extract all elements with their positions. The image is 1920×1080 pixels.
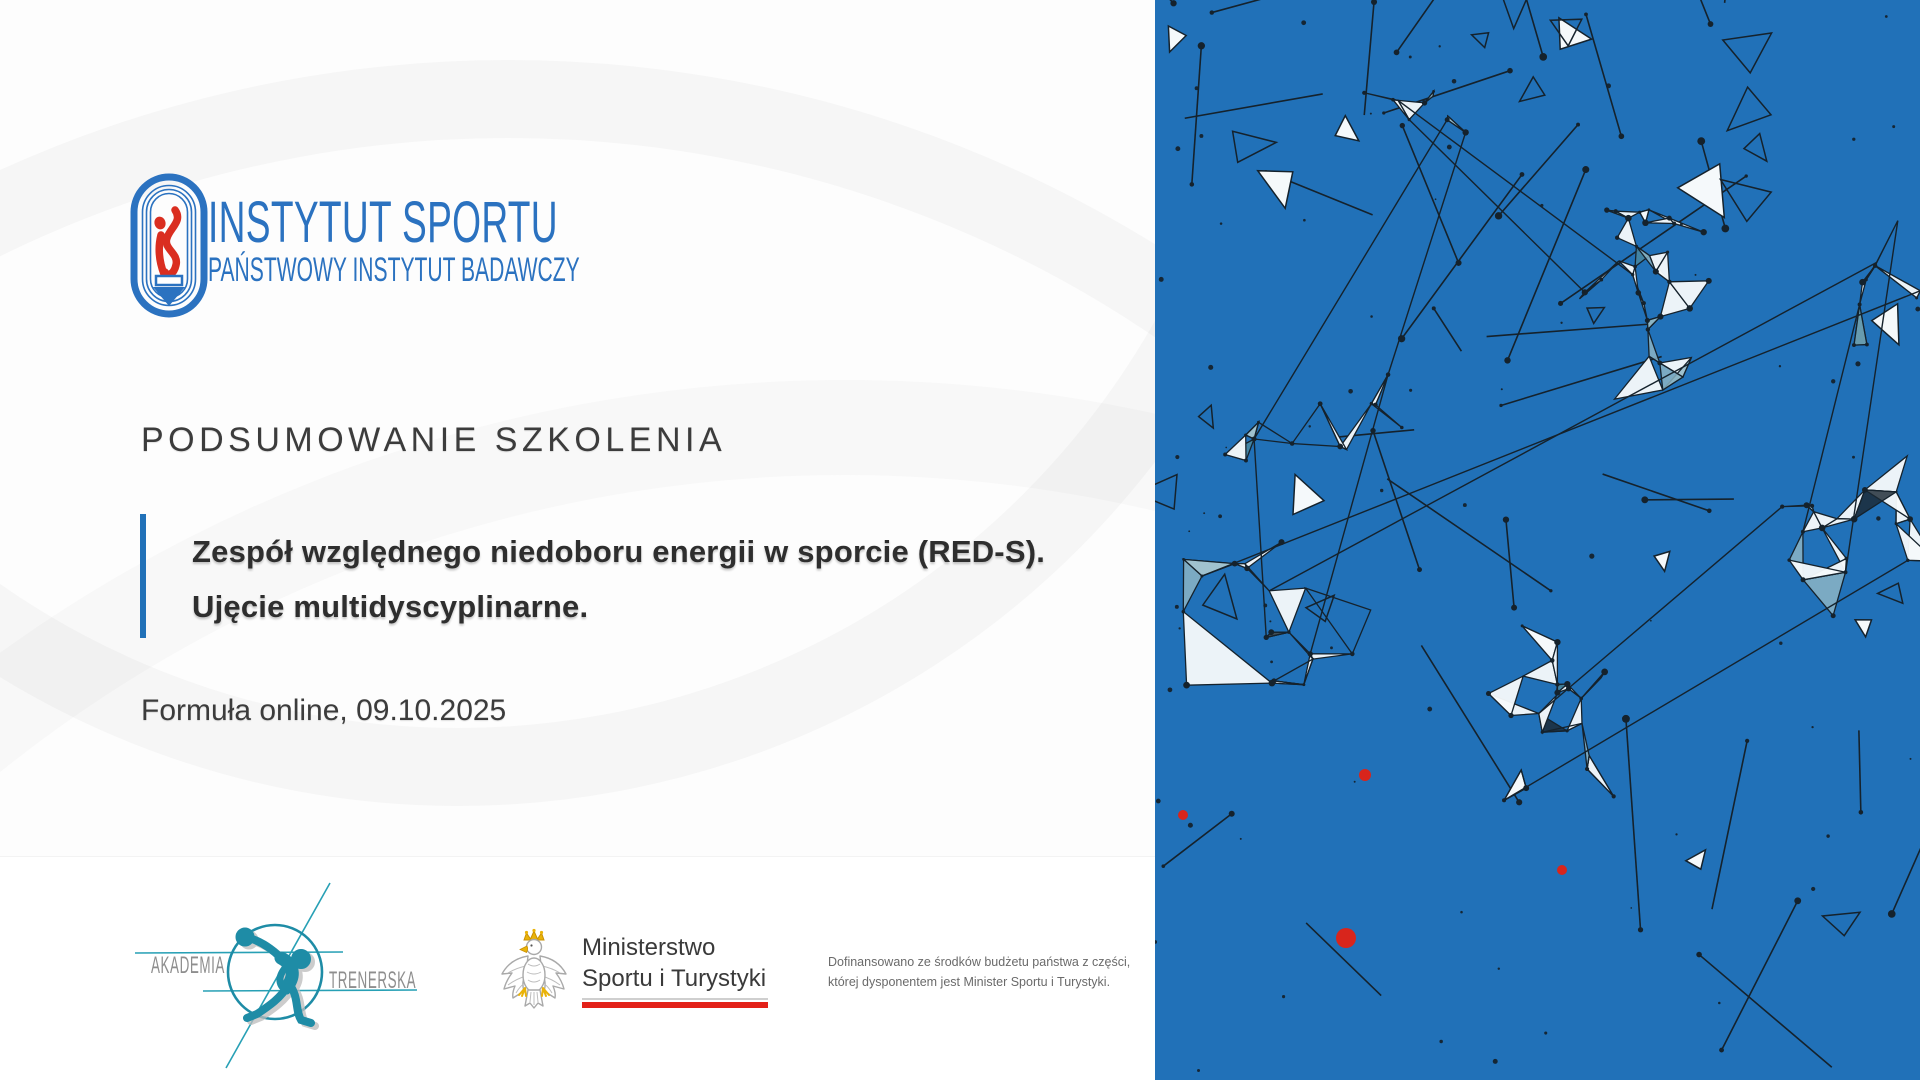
title-accent-bar — [140, 514, 146, 638]
ministry-logo — [500, 928, 790, 1018]
akademia-label: AKADEMIA — [151, 952, 225, 979]
ministry-red-bar — [582, 1002, 768, 1008]
wireframe-swimmer-illustration — [1155, 0, 1920, 1080]
funding-note-line2: której dysponentem jest Minister Sportu i Turystyki. — [828, 975, 1111, 989]
polish-eagle-icon — [500, 928, 568, 1014]
illustration-panel — [1155, 0, 1920, 1080]
funding-note — [828, 952, 1130, 992]
ministry-name-line2: Sportu i Turystyki — [582, 965, 767, 992]
institute-subtitle: PAŃSTWOWY INSTYTUT BADAWCZY — [208, 251, 580, 289]
funding-note-line1: Dofinansowano ze środków budżetu państwa z części, — [828, 955, 1131, 969]
slide-title — [192, 524, 1045, 634]
institute-of-sport-logo-icon — [130, 173, 208, 318]
trenerska-label: TRENERSKA — [329, 967, 417, 994]
event-format-and-date: Formuła online, 09.10.2025 — [141, 694, 507, 727]
slide-kicker: PODSUMOWANIE SZKOLENIA — [141, 421, 727, 459]
ministry-divider-line — [582, 998, 768, 1000]
ministry-name — [582, 932, 766, 994]
institute-name: INSTYTUT SPORTU — [208, 190, 558, 255]
slide-title-line1: Zespół względnego niedoboru energii w sporcie (RED-S). — [192, 534, 1046, 569]
slide-title-line2: Ujęcie multidyscyplinarne. — [192, 589, 589, 624]
footer — [0, 857, 1155, 1080]
ministry-name-line1: Ministerstwo — [582, 934, 716, 961]
